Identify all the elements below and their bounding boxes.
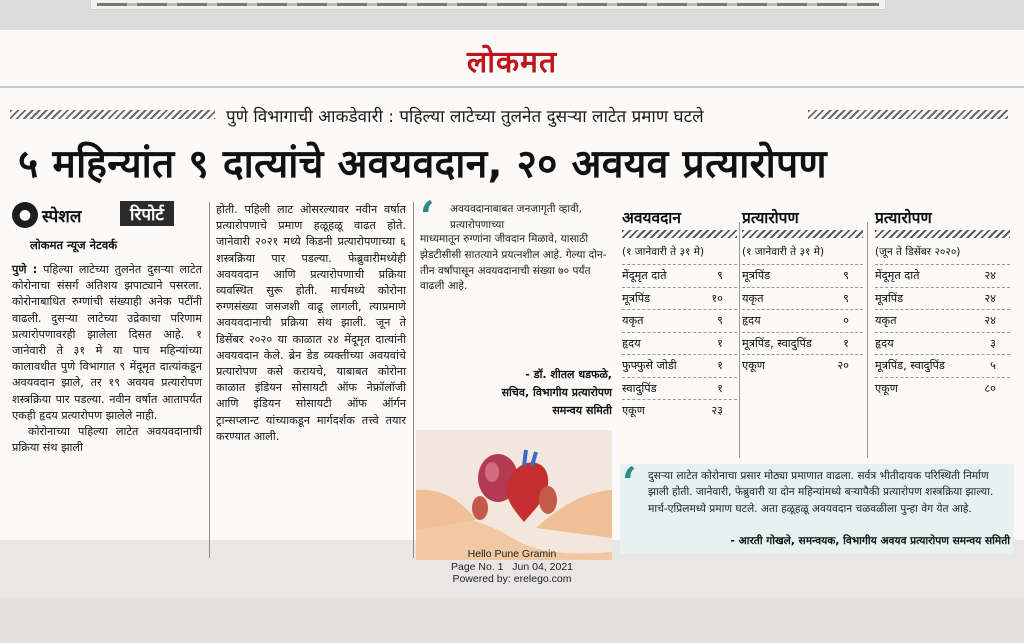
byline: लोकमत न्यूज नेटवर्क <box>30 238 118 252</box>
table-row: फुफ्फुसे जोडी १ <box>622 354 737 377</box>
table-row: मूत्रपिंड ९ <box>742 264 863 287</box>
table-row: मूत्रपिंड, स्वादुपिंड १ <box>742 332 863 355</box>
quote1-author-org: समन्वय समिती <box>552 404 612 417</box>
table-row: हृदय ३ <box>875 332 1010 355</box>
table-divider-1 <box>739 222 740 458</box>
table-row: मेंदूमृत दाते ९ <box>622 264 737 287</box>
column-divider-2 <box>413 202 414 558</box>
article-col1-text: पहिल्या लाटेच्या तुलनेत दुसऱ्या लाटेत कोरोनाचा संसर्ग अतिशय झपाट्याने पसरला. कोरोनाबाधित रुग्णांची संख्याही अनेक पटींनी वाढली. दुसऱ्या लाटेच्या उद्रेकाचा परिणाम प्रत्यारोपणावरही झालेला दिसत आहे. १ जानेवारी ते ३१ मे या पाच महिन्यांच्या कालावधीत पुणे विभागात ९ मेंदूमृत दात्यांकडून अवयवदान झाले, तर १९ अवयव प्रत्यारोपण शस्त्रक्रिया पार पडल्या. नवीन वर्षात आतापर्यंत एकही हृदय प्रत्यारोपण झालेले नाही. <box>12 263 203 422</box>
footer-powered-by: Powered by: erelego.com <box>452 573 572 585</box>
quote1-body: माध्यमातून रुग्णांना जीवदान मिळावे, यासाठी झेडटीसीसी सातत्याने प्रयत्नशील आहे. गेल्या दोन-तीन वर्षांपासून अवयवदानाची संख्या ७० पर्यंत वाढली आहे. <box>420 233 607 293</box>
badge-word-report: रिपोर्ट <box>120 201 174 226</box>
viewer-top-strip <box>0 0 1024 30</box>
footer-edition: Hello Pune Gramin <box>467 548 557 560</box>
kicker-hatch-left <box>10 110 215 119</box>
table-row: स्वादुपिंड १ <box>622 377 737 400</box>
table-row: मूत्रपिंड १० <box>622 287 737 310</box>
footer-page: Page No. 1 <box>450 560 504 573</box>
kicker-hatch-right <box>808 110 1008 119</box>
table1-period: (१ जानेवारी ते ३१ मे) <box>622 246 705 258</box>
table-row: मेंदूमृत दाते २४ <box>875 264 1010 287</box>
quote-mark-icon: ‘ <box>622 458 637 507</box>
quote-mark-icon: ‘ <box>420 192 435 241</box>
table-row: यकृत ९ <box>742 287 863 310</box>
kicker-row <box>0 100 1024 130</box>
quote1-author-title: सचिव, विभागीय प्रत्यारोपण <box>501 386 612 399</box>
organ-donation-table <box>622 206 737 422</box>
transplant-table-jan-may <box>742 206 863 377</box>
organ-donation-illustration <box>416 430 612 560</box>
quote-box-2 <box>620 458 1014 554</box>
table2-period: (१ जानेवारी ते ३१ मे) <box>742 246 825 258</box>
table1-title-rule <box>622 230 737 238</box>
article-col1-para2: कोरोनाच्या पहिल्या लाटेत अवयवदानाची प्रक्रिया संथ झाली <box>12 425 202 455</box>
table-row: यकृत ९ <box>622 309 737 332</box>
table-row: एकूण २० <box>742 354 863 377</box>
quote2-author: - आरती गोखले, समन्वयक, विभागीय अवयव प्रत्यारोपण समन्वय समिती <box>730 535 1010 547</box>
table3-title: प्रत्यारोपण <box>875 209 932 227</box>
table-row: एकूण २३ <box>622 399 737 422</box>
table2-title-rule <box>742 230 863 238</box>
table-row: यकृत २४ <box>875 309 1010 332</box>
quote1-author-name: - डॉ. शीतल धडफळे, <box>525 368 612 381</box>
masthead <box>0 30 1024 88</box>
table2-title: प्रत्यारोपण <box>742 209 799 227</box>
headline: ५ महिन्यांत ९ दात्यांचे अवयवदान, २० अवयव प्रत्यारोपण <box>18 142 827 187</box>
special-report-badge <box>12 200 202 230</box>
article-column-2: होती. पहिली लाट ओसरल्यावर नवीन वर्षात प्रत्यारोपणाचे प्रमाण हळूहळू वाढत होते. जानेवारी २०२१ मध्ये किडनी प्रत्यारोपणाच्या ६ शस्त्रक्रिया पार पडल्या. फेब्रुवारीमध्येही अवयवदान आणि प्रत्यारोपणाची प्रक्रिया व्यवस्थित सुरू होती. मार्चमध्ये कोरोना रुग्णसंख्या जसजशी वाढू लागली, त्याप्रमाणे अवयवदानाची प्रक्रिया संथ झाली. जून ते डिसेंबर २०२० या काळात २४ मेंदूमृत दात्यांनी अवयवदान केले. ब्रेन डेड व्यक्तीच्या अवयवांचे प्रत्यारोपण कसे करायचे, याबाबत कोरोना काळात इंडियन सोसायटी ऑफ नेफ्रॉलॉजी आणि इंडियन सोसायटी ऑफ ऑर्गन ट्रान्सप्लान्ट यांच्याकडून मार्गदर्शक तत्त्वे तयार करण्यात आली. <box>216 203 406 443</box>
table-row: एकूण ८० <box>875 377 1010 400</box>
microphone-icon: ● <box>12 202 38 228</box>
table-row: हृदय ० <box>742 309 863 332</box>
footer-date: Jun 04, 2021 <box>512 560 574 573</box>
transplant-table-jun-dec <box>875 206 1010 399</box>
quote1-lead: अवयवदानाबाबत जनजागृती व्हावी, प्रत्यारोपणाच्या <box>450 203 582 231</box>
article-column-1 <box>12 262 202 456</box>
table3-period: (जून ते डिसेंबर २०२०) <box>875 246 961 258</box>
footer-page-date <box>0 561 1024 574</box>
table-row: मूत्रपिंड २४ <box>875 287 1010 310</box>
lokmat-logo: लोकमत <box>466 45 558 80</box>
quote1-author <box>420 366 612 420</box>
epaper-footer <box>0 548 1024 586</box>
viewer-bottom-strip <box>0 598 1024 643</box>
table-row: हृदय १ <box>622 332 737 355</box>
table-divider-2 <box>867 222 868 458</box>
table1-title: अवयवदान <box>622 209 681 227</box>
newspaper-page <box>0 30 1024 547</box>
table3-title-rule <box>875 230 1010 238</box>
previous-page-banner <box>90 0 886 10</box>
table-row: मूत्रपिंड, स्वादुपिंड ५ <box>875 354 1010 377</box>
dateline: पुणे : <box>12 263 38 276</box>
badge-word-special: स्पेशल <box>42 207 82 227</box>
column-divider-1 <box>209 202 210 558</box>
quote2-text: दुसऱ्या लाटेत कोरोनाचा प्रसार मोठ्या प्रमाणात वाढला. सर्वत्र भीतीदायक परिस्थिती निर्माण झाली होती. जानेवारी, फेब्रुवारी या दोन महिन्यांमध्ये बऱ्यापैकी प्रत्यारोपण शस्त्रक्रिया झाल्या. मार्च-एप्रिलमध्ये प्रमाण घटले. अता हळूहळू अवयवदान चळवळीला पुन्हा वेग येत आहे. <box>648 470 994 515</box>
masthead-rule <box>0 86 1024 88</box>
kicker: पुणे विभागाची आकडेवारी : पहिल्या लाटेच्या तुलनेत दुसऱ्या लाटेत प्रमाण घटले <box>226 107 704 127</box>
